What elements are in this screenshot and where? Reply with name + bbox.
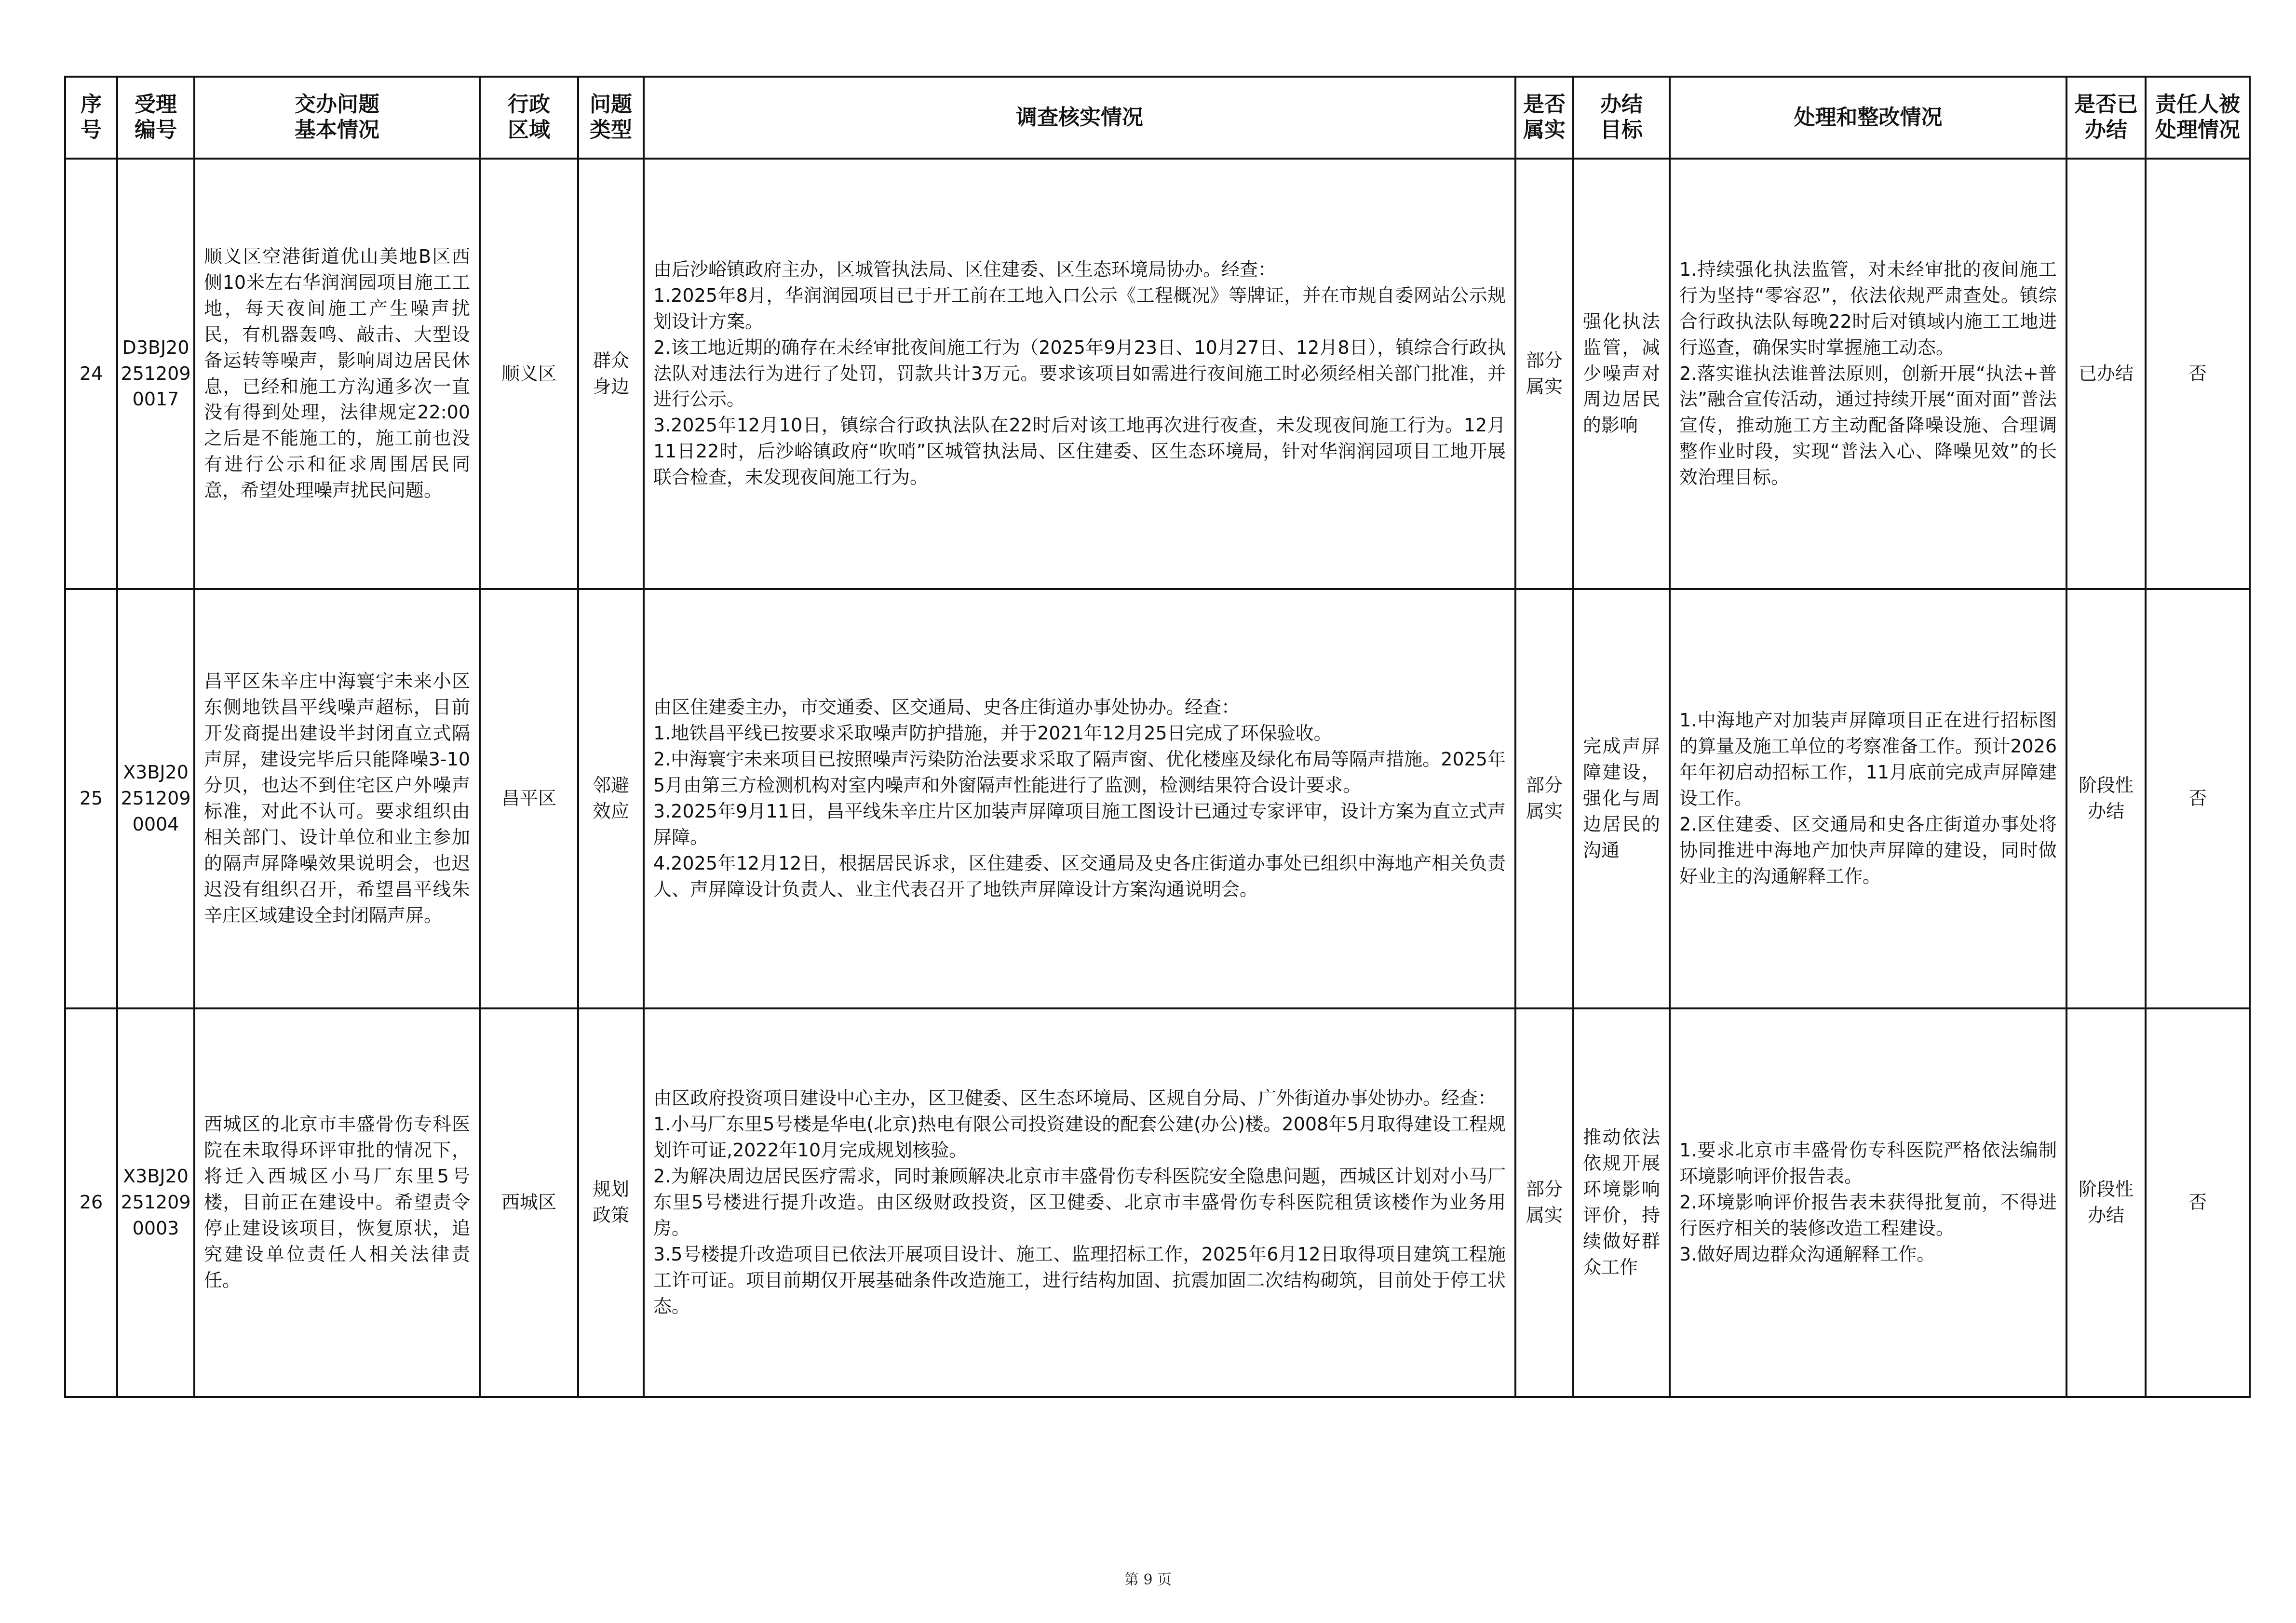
cell-handling: 1.持续强化执法监管，对未经审批的夜间施工行为坚持“零容忍”，依法依规严肃查处。镇综合行政执法队每晚22时后对镇域内施工工地进行巡查，确保实时掌握施工动态。 2.落实谁执法谁普法原则，创新开展“执法+普法”融合宣传活动，通过持续开展“面对面”普法宣传，推动施工方主动配备降噪设施、合理调整作业时段，实现“普法入心、降噪见效”的长效治理目标。 xyxy=(1670,159,2066,589)
header-serial-no: 序 号 xyxy=(65,77,117,159)
cell-case-code: X3BJ20 251209 0003 xyxy=(117,1008,194,1397)
cell-investigation: 由后沙峪镇政府主办，区城管执法局、区住建委、区生态环境局协办。经查： 1.2025年8月，华润润园项目已于开工前在工地入口公示《工程概况》等牌证，并在市规自委网站公示规划设计方案。 2.该工地近期的确存在未经审批夜间施工行为（2025年9月23日、10月27日、12月8日），镇综合行政执法队对违法行为进行了处罚，罚款共计3万元。要求该项目如需进行夜间施工时必须经相关部门批准，并进行公示。 3.2025年12月10日，镇综合行政执法队在22时后对该工地再次进行夜查，未发现夜间施工行为。12月11日22时，后沙峪镇政府“吹哨”区城管执法局、区住建委、区生态环境局，针对华润润园项目工地开展联合检查，未发现夜间施工行为。 xyxy=(644,159,1515,589)
cell-problem-summary: 昌平区朱辛庄中海寰宇未来小区东侧地铁昌平线噪声超标，目前开发商提出建设半封闭直立式隔声屏，建设完毕后只能降噪3-10分贝，也达不到住宅区户外噪声标准，对此不认可。要求组织由相关部门、设计单位和业主参加的隔声屏降噪效果说明会，也迟迟没有组织召开，希望昌平线朱辛庄区域建设全封闭隔声屏。 xyxy=(194,589,480,1008)
header-problem-summary: 交办问题 基本情况 xyxy=(194,77,480,159)
cell-accountability: 否 xyxy=(2146,589,2250,1008)
cell-problem-summary: 西城区的北京市丰盛骨伤专科医院在未取得环评审批的情况下，将迁入西城区小马厂东里5号楼，目前正在建设中。希望责令停止建设该项目，恢复原状，追究建设单位责任人相关法律责任。 xyxy=(194,1008,480,1397)
page-number: 第 9 页 xyxy=(1124,1571,1172,1588)
header-district: 行政 区域 xyxy=(480,77,578,159)
table-header-row xyxy=(65,77,2250,159)
cell-investigation: 由区政府投资项目建设中心主办，区卫健委、区生态环境局、区规自分局、广外街道办事处协办。经查： 1.小马厂东里5号楼是华电(北京)热电有限公司投资建设的配套公建(办公)楼。2008年5月取得建设工程规划许可证,2022年10月完成规划核验。 2.为解决周边居民医疗需求，同时兼顾解决北京市丰盛骨伤专科医院安全隐患问题，西城区计划对小马厂东里5号楼进行提升改造。由区级财政投资，区卫健委、北京市丰盛骨伤专科医院租赁该楼作为业务用房。 3.5号楼提升改造项目已依法开展项目设计、施工、监理招标工作，2025年6月12日取得项目建筑工程施工许可证。项目前期仅开展基础条件改造施工，进行结构加固、抗震加固二次结构砌筑，目前处于停工状态。 xyxy=(644,1008,1515,1397)
header-problem-type: 问题 类型 xyxy=(578,77,644,159)
cell-closed: 阶段性 办结 xyxy=(2066,1008,2146,1397)
cell-serial-no: 24 xyxy=(65,159,117,589)
cell-problem-summary: 顺义区空港街道优山美地B区西侧10米左右华润润园项目施工工地，每天夜间施工产生噪声扰民，有机器轰鸣、敲击、大型设备运转等噪声，影响周边居民休息，已经和施工方沟通多次一直没有得到处理，法律规定22:00之后是不能施工的，施工前也没有进行公示和征求周围居民同意，希望处理噪声扰民问题。 xyxy=(194,159,480,589)
cell-goal: 完成声屏障建设，强化与周边居民的沟通 xyxy=(1573,589,1670,1008)
cell-accountability: 否 xyxy=(2146,159,2250,589)
cell-handling: 1.要求北京市丰盛骨伤专科医院严格依法编制环境影响评价报告表。 2.环境影响评价报告表未获得批复前，不得进行医疗相关的装修改造工程建设。 3.做好周边群众沟通解释工作。 xyxy=(1670,1008,2066,1397)
header-case-code: 受理 编号 xyxy=(117,77,194,159)
header-verified: 是否 属实 xyxy=(1515,77,1573,159)
cell-verified: 部分 属实 xyxy=(1515,159,1573,589)
cell-district: 西城区 xyxy=(480,1008,578,1397)
cell-goal: 强化执法监管，减少噪声对周边居民的影响 xyxy=(1573,159,1670,589)
cell-problem-type: 规划 政策 xyxy=(578,1008,644,1397)
cell-accountability: 否 xyxy=(2146,1008,2250,1397)
complaint-table xyxy=(64,76,2251,1398)
cell-serial-no: 26 xyxy=(65,1008,117,1397)
cell-investigation: 由区住建委主办，市交通委、区交通局、史各庄街道办事处协办。经查： 1.地铁昌平线已按要求采取噪声防护措施，并于2021年12月25日完成了环保验收。 2.中海寰宇未来项目已按照噪声污染防治法要求采取了隔声窗、优化楼座及绿化布局等隔声措施。2025年5月由第三方检测机构对室内噪声和外窗隔声性能进行了监测，检测结果符合设计要求。 3.2025年9月11日，昌平线朱辛庄片区加装声屏障项目施工图设计已通过专家评审，设计方案为直立式声屏障。 4.2025年12月12日，根据居民诉求，区住建委、区交通局及史各庄街道办事处已组织中海地产相关负责人、声屏障设计负责人、业主代表召开了地铁声屏障设计方案沟通说明会。 xyxy=(644,589,1515,1008)
header-goal: 办结 目标 xyxy=(1573,77,1670,159)
header-accountability: 责任人被 处理情况 xyxy=(2146,77,2250,159)
header-investigation: 调查核实情况 xyxy=(644,77,1515,159)
cell-district: 昌平区 xyxy=(480,589,578,1008)
cell-handling: 1.中海地产对加装声屏障项目正在进行招标图的算量及施工单位的考察准备工作。预计2026年年初启动招标工作，11月底前完成声屏障建设工作。 2.区住建委、区交通局和史各庄街道办事处将协同推进中海地产加快声屏障的建设，同时做好业主的沟通解释工作。 xyxy=(1670,589,2066,1008)
cell-closed: 已办结 xyxy=(2066,159,2146,589)
cell-goal: 推动依法依规开展环境影响评价，持续做好群众工作 xyxy=(1573,1008,1670,1397)
cell-serial-no: 25 xyxy=(65,589,117,1008)
cell-district: 顺义区 xyxy=(480,159,578,589)
table-row xyxy=(65,1008,2250,1397)
cell-problem-type: 群众 身边 xyxy=(578,159,644,589)
header-closed: 是否已 办结 xyxy=(2066,77,2146,159)
cell-verified: 部分 属实 xyxy=(1515,1008,1573,1397)
cell-case-code: X3BJ20 251209 0004 xyxy=(117,589,194,1008)
cell-closed: 阶段性 办结 xyxy=(2066,589,2146,1008)
table-row xyxy=(65,159,2250,589)
cell-problem-type: 邻避 效应 xyxy=(578,589,644,1008)
cell-verified: 部分 属实 xyxy=(1515,589,1573,1008)
table-row xyxy=(65,589,2250,1008)
cell-case-code: D3BJ20 251209 0017 xyxy=(117,159,194,589)
header-handling: 处理和整改情况 xyxy=(1670,77,2066,159)
